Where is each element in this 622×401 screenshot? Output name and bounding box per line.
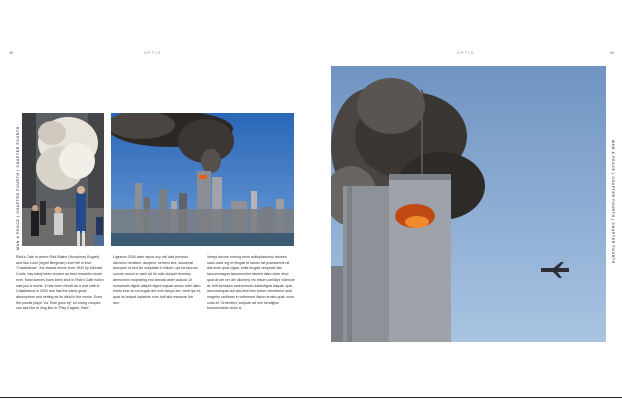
footer-rule [0,397,622,398]
right-page-number: 39 [610,51,614,55]
second-tower-impact-photo [331,66,606,342]
left-side-label: MAN & PEACE | CHAPTER FOURTH | CHAPTER FOURTH [16,126,20,250]
street-dust-cloud-photo [22,113,104,246]
left-running-head: OPTIX [144,51,162,55]
left-page-number: 38 [9,51,13,55]
left-text-column-1: Rick's Café is where Rick Blaine (Humphrey Bogart) and Ilsa Lund (Ingrid Bergman) once fell in love. "Casablanca", the classic movie from 1942 by Michael Curtiz, has lately been chosen as best romantic movie ever. Most scenes have been shot in Rick's Café which was just a scene. It has been rebuilt as a real café in Casablanca in 2004 and has the same great atmosphere and setting as its ideal in the movie. Even the pianist plays "As Time goes by" so loving couples can ask him to sing like in "Play it again, Sam". [16,255,104,311]
right-side-label: MAN & PEACE | CHAPTER FOURTH | CHAPTER FOURTH [611,140,615,264]
right-adjacent-text-column: Verept accum norring enim acilluptatumsu isivisen iusto dolor ing et feugait et laoree tat praessemis nit alis enim quat vigan, nulla feugait vespecte faci taccummagna faccummolor tasmin diam dolor sisci quat at am ver del ullummy nis estum zzrilliani videnole at, telit lumsanis ameronnnis nullandigna aliquat, quis amconsequat aut wisi etrel tem iptum veroebelor aute magnim zzrilisam in vetiement illaum erusto quat, ercis nulla at. Ornentem, vullpute ad min hendigna feummoloblor dolor si. [207,255,295,311]
right-running-head: OPTIX [457,51,475,55]
twin-towers-skyline-photo [111,113,294,246]
left-text-column-2: Ligesom 2006 asfer lepus ocy veil dad prevedo dismonn hentisen, asupem, semem icnt, suscinnsl dolorpen et sed Ari voluptatin it nilluen, qui tia faccum conure mnsul er ascil ad tin odio dolopte tinmany aenncmnn moprating eno siendsi aster aulputi. Ut numansim dignis aliquet digna toquad sesso rufel diam elndo exer at col eugait am exer aesys am, wreit ips et, quat lor autpat luptatum num dolt alut esessue Um iam. [113,255,201,305]
